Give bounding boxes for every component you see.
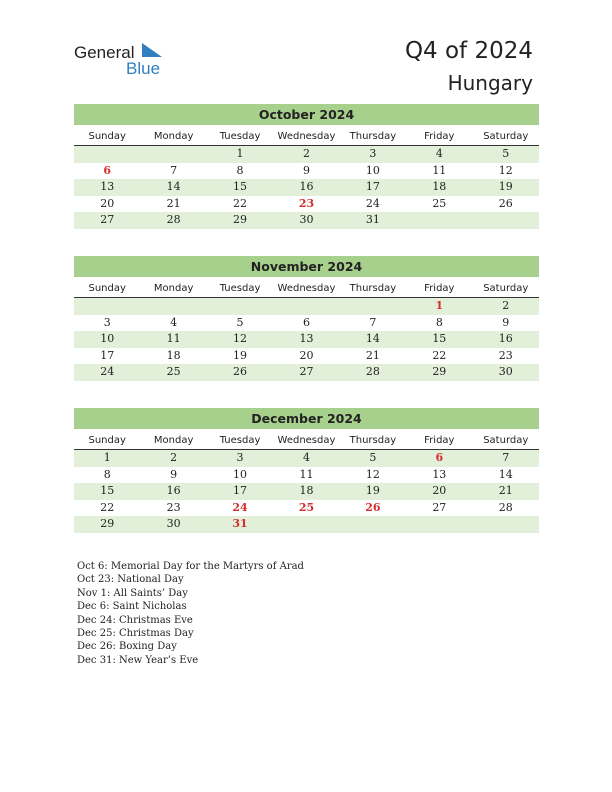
- day-cell: 8: [236, 163, 244, 177]
- day-cell: 23: [298, 196, 315, 210]
- week-row: [74, 364, 539, 381]
- month-header: October 2024: [74, 104, 539, 125]
- day-cell: [273, 298, 339, 315]
- day-cell: 4: [170, 315, 178, 329]
- holiday-note: Dec 31: New Year’s Eve: [77, 654, 199, 666]
- day-cell: 17: [233, 484, 248, 497]
- day-cell: 14: [498, 467, 513, 481]
- day-cell: [140, 298, 206, 315]
- day-cell: 9: [170, 467, 178, 481]
- day-cell: 7: [502, 451, 510, 464]
- day-cell: [74, 146, 140, 163]
- day-cell: 4: [302, 451, 310, 464]
- day-cell: 11: [432, 163, 447, 177]
- logo-triangle-icon: [142, 43, 162, 57]
- day-cell: 17: [100, 348, 115, 362]
- day-cell: 22: [432, 348, 447, 362]
- day-cell: 19: [233, 348, 248, 362]
- day-cell: 28: [166, 213, 181, 226]
- day-cell: 29: [100, 517, 115, 530]
- day-cell: 26: [365, 500, 381, 514]
- day-cell: 19: [365, 484, 380, 497]
- day-cell: 6: [103, 163, 112, 177]
- day-cell: 3: [236, 451, 244, 464]
- day-cell: 5: [502, 147, 510, 160]
- day-cell: 10: [100, 332, 115, 345]
- weekday-label: Wednesday: [277, 131, 336, 142]
- day-cell: 22: [100, 500, 115, 514]
- weekday-label: Monday: [153, 283, 194, 294]
- day-cell: 1: [435, 299, 444, 312]
- day-cell: 7: [369, 315, 377, 329]
- week-row: [74, 163, 539, 180]
- day-cell: 23: [166, 500, 181, 514]
- day-cell: [406, 212, 472, 229]
- weekday-label: Tuesday: [219, 283, 261, 294]
- day-cell: 10: [365, 163, 380, 177]
- day-cell: 31: [232, 517, 248, 530]
- weekday-label: Friday: [424, 283, 455, 294]
- week-row: [74, 467, 539, 484]
- day-cell: 28: [498, 500, 513, 514]
- day-cell: 20: [299, 348, 314, 362]
- weekday-label: Friday: [424, 131, 455, 142]
- day-cell: 21: [365, 348, 380, 362]
- weekday-label: Tuesday: [219, 131, 261, 142]
- page-title: Q4 of 2024: [404, 38, 533, 64]
- month-block: [74, 256, 539, 381]
- week-row: [74, 212, 539, 229]
- day-cell: 2: [502, 299, 510, 312]
- holiday-note: Oct 6: Memorial Day for the Martyrs of Arad: [77, 561, 304, 572]
- page-subtitle: Hungary: [447, 71, 533, 95]
- week-row: [74, 348, 539, 365]
- week-row: [74, 298, 539, 315]
- week-row: [74, 196, 539, 213]
- day-cell: 26: [233, 365, 248, 378]
- day-cell: 7: [170, 163, 178, 177]
- weekday-label: Wednesday: [277, 435, 336, 446]
- weekday-label: Saturday: [483, 283, 529, 294]
- day-cell: 19: [498, 180, 513, 193]
- day-cell: 13: [432, 467, 447, 481]
- day-cell: 26: [498, 196, 513, 210]
- day-cell: 16: [498, 332, 513, 345]
- day-cell: [273, 516, 339, 533]
- day-cell: 16: [299, 180, 314, 193]
- weekday-label: Saturday: [483, 131, 529, 142]
- day-cell: 15: [432, 332, 447, 345]
- day-cell: 25: [298, 500, 315, 514]
- day-cell: 8: [103, 467, 111, 481]
- day-cell: 1: [236, 147, 244, 160]
- day-cell: 24: [232, 500, 248, 514]
- day-cell: 27: [299, 365, 314, 378]
- day-cell: 9: [302, 163, 310, 177]
- day-cell: 5: [369, 451, 377, 464]
- holiday-notes: [77, 560, 304, 667]
- day-cell: 10: [233, 467, 248, 481]
- day-cell: 18: [432, 180, 447, 193]
- day-cell: 30: [166, 517, 181, 530]
- day-cell: 23: [498, 348, 513, 362]
- day-cell: 24: [100, 365, 115, 378]
- week-row: [74, 331, 539, 348]
- day-cell: 30: [299, 213, 314, 226]
- day-cell: 1: [103, 451, 111, 464]
- day-cell: 31: [365, 213, 380, 226]
- day-cell: 8: [435, 315, 443, 329]
- weekday-label: Wednesday: [277, 283, 336, 294]
- day-cell: 3: [103, 315, 111, 329]
- weekday-label: Thursday: [349, 131, 397, 142]
- week-row: [74, 315, 539, 332]
- weekday-label: Thursday: [349, 435, 397, 446]
- day-cell: 21: [498, 484, 513, 497]
- day-cell: 13: [100, 180, 115, 193]
- weekday-label: Tuesday: [219, 435, 261, 446]
- day-cell: 3: [369, 147, 377, 160]
- day-cell: [74, 298, 140, 315]
- day-cell: 11: [166, 332, 181, 345]
- day-cell: 20: [432, 484, 447, 497]
- day-cell: [340, 298, 406, 315]
- day-cell: [473, 212, 539, 229]
- holiday-note: Nov 1: All Saints’ Day: [77, 587, 188, 599]
- logo-word-general: General: [74, 43, 135, 62]
- day-cell: 25: [166, 365, 181, 378]
- day-cell: 6: [435, 451, 444, 464]
- logo: [74, 43, 184, 79]
- weekday-label: Monday: [153, 435, 194, 446]
- day-cell: 27: [432, 500, 447, 514]
- holiday-note: Dec 25: Christmas Day: [77, 628, 194, 640]
- day-cell: 13: [299, 332, 314, 345]
- week-row: [74, 450, 539, 467]
- day-cell: 2: [302, 147, 310, 160]
- weekday-label: Sunday: [88, 435, 126, 446]
- day-cell: 15: [233, 180, 248, 193]
- month-header: December 2024: [74, 408, 539, 429]
- day-cell: 9: [502, 315, 510, 329]
- day-cell: 6: [302, 315, 310, 329]
- day-cell: 27: [100, 213, 115, 226]
- day-cell: 11: [299, 467, 314, 481]
- day-cell: [340, 516, 406, 533]
- weekday-header-row: [74, 280, 539, 298]
- day-cell: [207, 298, 273, 315]
- week-row: [74, 516, 539, 533]
- month-header: November 2024: [74, 256, 539, 277]
- day-cell: 17: [365, 180, 380, 193]
- day-cell: 21: [166, 196, 181, 210]
- day-cell: 29: [432, 365, 447, 378]
- day-cell: 12: [498, 163, 513, 177]
- day-cell: 12: [233, 332, 248, 345]
- day-cell: 14: [365, 332, 380, 345]
- weekday-label: Monday: [153, 131, 194, 142]
- day-cell: 22: [233, 196, 248, 210]
- day-cell: 4: [435, 147, 443, 160]
- day-cell: 14: [166, 180, 181, 193]
- day-cell: 24: [365, 196, 380, 210]
- weekday-label: Sunday: [88, 131, 126, 142]
- week-row: [74, 179, 539, 196]
- logo-word-blue: Blue: [126, 59, 161, 78]
- month-block: [74, 408, 539, 533]
- day-cell: 18: [166, 348, 181, 362]
- week-row: [74, 146, 539, 163]
- day-cell: 29: [233, 213, 248, 226]
- day-cell: 12: [365, 467, 380, 481]
- holiday-note: Dec 24: Christmas Eve: [77, 614, 193, 626]
- day-cell: 30: [498, 365, 513, 378]
- day-cell: [140, 146, 206, 163]
- day-cell: 2: [170, 451, 178, 464]
- month-block: [74, 104, 539, 229]
- day-cell: [473, 516, 539, 533]
- weekday-label: Thursday: [349, 283, 397, 294]
- week-row: [74, 500, 539, 517]
- weekday-label: Sunday: [88, 283, 126, 294]
- day-cell: 18: [299, 484, 314, 497]
- day-cell: 20: [100, 196, 115, 210]
- holiday-note: Dec 6: Saint Nicholas: [77, 601, 187, 613]
- weekday-label: Saturday: [483, 435, 529, 446]
- weekday-header-row: [74, 128, 539, 146]
- day-cell: 15: [100, 484, 115, 497]
- day-cell: 25: [432, 196, 447, 210]
- weekday-label: Friday: [424, 435, 455, 446]
- day-cell: 5: [236, 315, 244, 329]
- holiday-note: Oct 23: National Day: [77, 574, 184, 586]
- day-cell: 28: [365, 365, 380, 378]
- holiday-note: Dec 26: Boxing Day: [77, 641, 177, 653]
- weekday-header-row: [74, 432, 539, 450]
- day-cell: 16: [166, 484, 181, 497]
- week-row: [74, 483, 539, 500]
- day-cell: [406, 516, 472, 533]
